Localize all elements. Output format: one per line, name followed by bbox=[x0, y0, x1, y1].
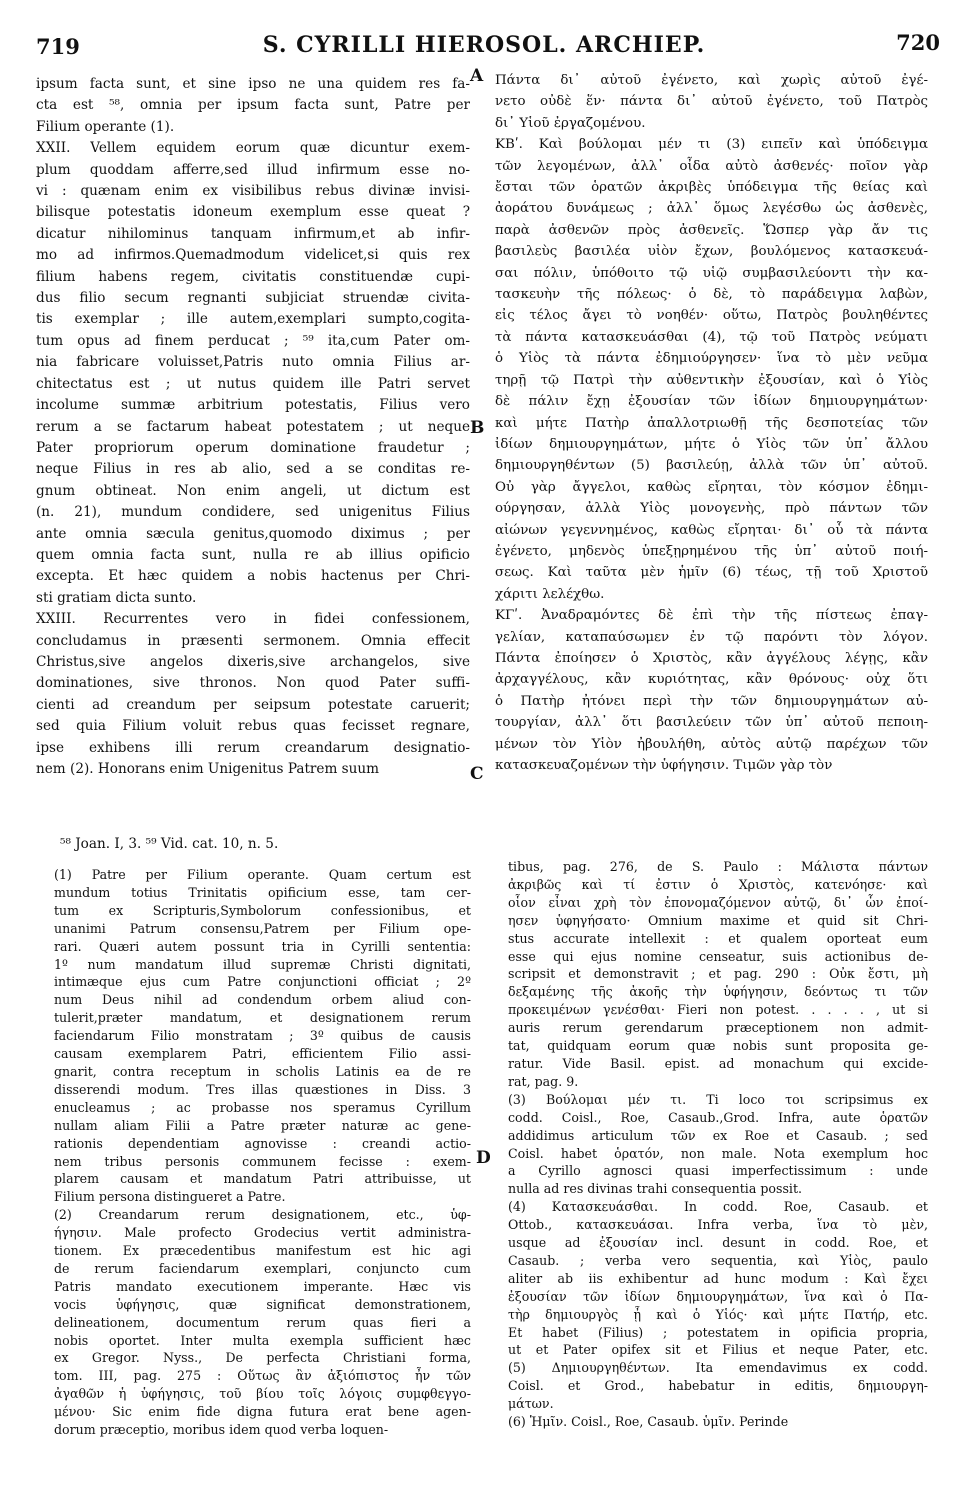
text-line: tum ex Scripturis,Symbolorum confessionibus, et bbox=[54, 902, 471, 918]
page-number-left: 719 bbox=[36, 34, 80, 59]
text-line: gnarit, contra receptum in scholis Latinis ea de re bbox=[54, 1063, 471, 1079]
text-line: intimæque ejus cum Patre conjunctioni officiat ; 2º bbox=[54, 974, 471, 990]
text-line: νετο οὐδὲ ἕν· πάντα δι᾽ αὐτοῦ ἐγένετο, τοῦ Πατρὸς bbox=[495, 94, 928, 110]
text-line: tulerit,præter mandatum, et designationem rerum bbox=[54, 1010, 471, 1026]
text-line: vocis ὑφήγησις, quæ significat demonstrationem, bbox=[54, 1296, 471, 1312]
margin-letter-c: C bbox=[470, 764, 484, 784]
text-line: codd. Coisl., Roe, Casaub.,Grod. Infra, aute ὁρατῶν bbox=[508, 1109, 928, 1125]
text-line: βασιλεὺς βασιλέα υἱὸν ἔχων, βουλόμενος κατασκευά- bbox=[495, 244, 928, 260]
text-line: nem tribus personis communem fecisse : exem- bbox=[54, 1153, 471, 1169]
text-line: plum quoddam afferre,sed illud infirmum esse no- bbox=[36, 161, 470, 178]
text-line: μένου· Sic enim fide digna futura erat bene agen- bbox=[54, 1404, 471, 1420]
text-line: ratur. Vide Basil. epist. ad monachum qui excide- bbox=[508, 1055, 928, 1071]
text-line: tom. III, pag. 275 : Οὕτως ἂν ἀξιόπιστος ἦν τῶν bbox=[54, 1368, 471, 1384]
text-line: mundum totius Trinitatis opificium esse, tam cer- bbox=[54, 884, 471, 900]
text-line: quem omnia facta sunt, nulla re ab illius opificio bbox=[36, 546, 470, 563]
text-line: cienti ad creandum per seipsum potestate caruerit; bbox=[36, 696, 470, 713]
text-line: num Deus nihil ad condendum orbem aliud con- bbox=[54, 992, 471, 1008]
text-line: μένων τὸν Υἱὸν ἠβουλήθη, αὐτὸς αὐτῷ παρέχων τῶν bbox=[495, 736, 928, 752]
text-line: stus accurate intellexit : et qualem oporteat eum bbox=[508, 930, 928, 946]
text-line: Et habet (Filius) ; potestatem in opificia propria, bbox=[508, 1324, 928, 1340]
text-line: addidimus articulum τῶν ex Roe et Casaub. ; sed bbox=[508, 1127, 928, 1143]
text-line: bilisque potestatis idoneum exemplum esse queat ? bbox=[36, 204, 470, 221]
text-line: tis exemplar ; ille autem,exemplari sumpto,cogita- bbox=[36, 311, 470, 328]
text-line: tibus, pag. 276, de S. Paulo : Μάλιστα πάντων bbox=[508, 859, 928, 874]
text-line: (5) Δημιουργηθέντων. Ita emendavimus ex codd. bbox=[508, 1360, 928, 1376]
text-line: dominationes, sive thronos. Non quod Pater suffi- bbox=[36, 675, 470, 692]
text-line: ἰδίων δημιουργημάτων, μήτε ὁ Υἱὸς τῶν ὑπ᾽ ἄλλου bbox=[495, 436, 928, 452]
text-line: (2) Creandarum rerum designationem, etc., ὑφ- bbox=[54, 1207, 471, 1223]
text-line: aliter ab iis exhibentur ad hunc modum : Καὶ ἔχει bbox=[508, 1270, 928, 1286]
text-line: ήγησιν. Male profecto Grodecius vertit administra- bbox=[54, 1225, 471, 1241]
notes-left-column bbox=[54, 866, 471, 1439]
text-line: excepta. Et hæc quidem a nobis hactenus per Chri- bbox=[36, 568, 470, 585]
text-line: Coisl. habet ὁρατόν, non male. Nota exemplum hoc bbox=[508, 1145, 928, 1161]
text-line: tum opus ad finem perducat ; ⁵⁹ ita,cum Pater om- bbox=[36, 332, 470, 349]
text-line: Patris mandato executionem imperante. Hæc vis bbox=[54, 1278, 471, 1294]
text-line: αἰώνων γεγεννημένος, καθὼς εἴρηται· δι᾽ οὗ τὰ πάντα bbox=[495, 522, 928, 538]
greek-column bbox=[495, 70, 928, 776]
text-line: (1) Patre per Filium operante. Quam certum est bbox=[54, 867, 471, 882]
text-line: XXIII. Recurrentes vero in fidei confessionem, bbox=[36, 611, 470, 628]
text-line: (n. 21), mundum condidere, sed unigenitus Filius bbox=[36, 504, 470, 521]
page-number-right: 720 bbox=[896, 30, 940, 55]
text-line: Pater propriorum operum dominatione fraudetur ; bbox=[36, 439, 470, 456]
text-line: παρὰ ἀσθενῶν πρὸς ἀσθενεῖς. Ὥσπερ γὰρ ἄν τις bbox=[495, 222, 928, 238]
text-line: Οὐ γὰρ ἄγγελοι, καθὼς εἴρηται, τὸν κόσμον ἐδημι- bbox=[495, 479, 928, 495]
text-line: neque Filius in res ab alio, sed a se conditas re- bbox=[36, 461, 470, 478]
text-line: ἀοράτου δυνάμεως ; ἀλλ᾽ ὅμως λεγέσθω ὡς ἀσθενὲς, bbox=[495, 201, 928, 217]
text-line: χάριτι λελέχθω. bbox=[495, 586, 605, 602]
text-line: ipsum facta sunt, et sine ipso ne una quidem res fa- bbox=[36, 76, 470, 92]
text-line: Casaub. ; verba vero sequentia, καὶ Υἱὸς, paulo bbox=[508, 1252, 928, 1268]
text-line: sed quia Filium voluit rebus quas fecisset regnare, bbox=[36, 718, 470, 735]
text-line: δι᾽ Υἱοῦ ἐργαζομένου. bbox=[495, 115, 646, 131]
text-line: σαι πόλιν, ὑπόθοιτο τῷ υἱῷ συμβασιλεύοντι τὴν κα- bbox=[495, 265, 928, 281]
text-line: ἐγένετο, μηδενὸς ὑπεξῃρημένου τῆς ὑπ᾽ αὐτοῦ ποιή- bbox=[495, 543, 928, 559]
text-line: τουργίαν, ἀλλ᾽ ὅτι βασιλεύειν τῶν ὑπ᾽ αὐτοῦ πεποιη- bbox=[495, 715, 928, 731]
text-line: rari. Quæri autem possunt tria in Cyrilli sententia: bbox=[54, 938, 471, 954]
text-line: nia fabricare voluisset,Patris nuto omnia Filius ar- bbox=[36, 354, 470, 371]
text-line: de rerum faciendarum exemplari, conjuncto cum bbox=[54, 1260, 471, 1276]
text-line: dicatur nihilominus tanquam infirmum,et ab infir- bbox=[36, 225, 470, 242]
text-line: ante omnia sæcula genitus,quomodo diximus ; per bbox=[36, 525, 470, 542]
text-line: Πάντα δι᾽ αὐτοῦ ἐγένετο, καὶ χωρὶς αὐτοῦ ἐγέ- bbox=[495, 73, 928, 88]
text-line: sti gratiam dicta sunto. bbox=[36, 589, 197, 606]
text-line: incolume summæ arbitrium potestatis, Filius vero bbox=[36, 397, 470, 414]
text-line: Filium operante (1). bbox=[36, 118, 175, 135]
notes-right-column bbox=[508, 858, 928, 1431]
text-line: ὁ Πατὴρ ἠτόνει περὶ τὴν τῶν δημιουργημάτων αὐ- bbox=[495, 693, 928, 709]
text-line: ἐξουσίαν τῶν ἰδίων δημιουργημάτων, ἵνα καὶ ὁ Πα- bbox=[508, 1288, 928, 1304]
text-line: Filium persona distingueret a Patre. bbox=[54, 1189, 286, 1205]
text-line: rerum a se factarum habeat potestatem ; ut neque bbox=[36, 418, 470, 435]
text-line: τὰ πάντα κατασκευάσθαι (4), τῷ τοῦ Πατρὸς νεύματι bbox=[495, 329, 928, 345]
text-line: οἷον εἶναι χρὴ τὸν ἐπονομαζόμενον αὐτῷ, δι᾽ ὧν ἐποί- bbox=[508, 894, 928, 910]
text-line: esse qui ejus nomine censeatur, suis actionibus de- bbox=[508, 948, 928, 964]
text-line: τὴρ δημιουργὸς ᾖ καὶ ὁ Υἱός· καὶ μήτε Πατήρ, etc. bbox=[508, 1306, 928, 1322]
text-line: σεως. Καὶ ταῦτα μὲν ἡμῖν (6) τέως, τῇ τοῦ Χριστοῦ bbox=[495, 565, 928, 581]
text-line: unanimi Patrum consensu,Patrem per Filium ope- bbox=[54, 920, 471, 936]
margin-letter-b: B bbox=[470, 418, 485, 438]
text-line: nem (2). Honorans enim Unigenitus Patrem suum bbox=[36, 761, 380, 777]
text-line: (4) Κατασκευάσθαι. In codd. Roe, Casaub. et bbox=[508, 1199, 928, 1215]
text-line: nulla ad res divinas trahi consequentia possit. bbox=[508, 1181, 803, 1197]
text-line: vi : quænam enim ex visibilibus rebus divinæ invisi- bbox=[36, 183, 470, 200]
text-line: faciendarum Filio monstratam ; 3º quibus de causis bbox=[54, 1028, 471, 1044]
text-line: XXII. Vellem equidem eorum quæ dicuntur exem- bbox=[36, 140, 470, 157]
text-line: Christus,sive angelos dixeris,sive archangelos, sive bbox=[36, 653, 470, 670]
scripture-references: ⁵⁸ Joan. I, 3. ⁵⁹ Vid. cat. 10, n. 5. bbox=[60, 836, 279, 852]
text-line: cta est ⁵⁸, omnia per ipsum facta sunt, Patre per bbox=[36, 97, 470, 114]
text-line: ἀρχαγγέλους, κἂν κυριότητας, κἂν θρόνους· οὐχ ὅτι bbox=[495, 672, 928, 688]
text-line: scripsit et demonstravit ; et pag. 290 : Οὐκ ἔστι, μὴ bbox=[508, 966, 928, 982]
text-line: concludamus in præsenti sermonem. Omnia effecit bbox=[36, 632, 470, 649]
latin-column bbox=[36, 74, 470, 780]
running-title: S. CYRILLI HIEROSOL. ARCHIEP. bbox=[262, 32, 706, 58]
text-line: mo ad infirmos.Quemadmodum videlicet,si quis rex bbox=[36, 247, 470, 264]
margin-letter-a: A bbox=[470, 66, 484, 86]
text-line: chitectatus est ; ut nutus quidem ille Patri servet bbox=[36, 375, 470, 392]
text-line: 1º num mandatum illud supremæ Christi dignitati, bbox=[54, 956, 471, 972]
text-line: Πάντα ἐποίησεν ὁ Χριστὸς, κἂν ἀγγέλους λέγῃς, κἂν bbox=[495, 650, 928, 666]
text-line: εἰς τέλος ἄγει τὸ νοηθέν· οὕτω, Πατρὸς βουληθέντες bbox=[495, 308, 928, 324]
text-line: δεξαμένης τῆς ἀκοῆς τὴν ὑφήγησιν, δεόντως τι τῶν bbox=[508, 984, 928, 1000]
text-line: ex Gregor. Nyss., De perfecta Christiani forma, bbox=[54, 1350, 471, 1366]
text-line: Ottob., κατασκευάσαι. Infra verba, ἵνα τὸ μὲν, bbox=[508, 1217, 928, 1233]
text-line: dorum præceptio, moribus idem quod verba loquen- bbox=[54, 1422, 389, 1438]
text-line: τηρῇ τῷ Πατρὶ τὴν αὐθεντικὴν ἐξουσίαν, καὶ ὁ Υἱὸς bbox=[495, 372, 928, 388]
text-line: (3) Βούλομαι μέν τι. Ti loco τοι scripsimus ex bbox=[508, 1091, 928, 1107]
text-line: delineationem, documentum rerum quas fieri a bbox=[54, 1314, 471, 1330]
text-line: δὲ πάλιν ἔχῃ ἐξουσίαν τῶν ἰδίων δημιουργημάτων· bbox=[495, 394, 928, 410]
text-line: δημιουργηθέντων (5) βασιλεύῃ, ἀλλὰ τῶν ὑπ᾽ αὐτοῦ. bbox=[495, 458, 928, 474]
text-line: rationis dependentiam agnovisse : creandi actio- bbox=[54, 1135, 471, 1151]
text-line: causam exemplarem Patri, efficientem Filio assi- bbox=[54, 1046, 471, 1062]
text-line: disserendi modum. Tres illas quæstiones in Diss. 3 bbox=[54, 1081, 471, 1097]
text-line: nobis oportet. Inter multa exempla sufficient hæc bbox=[54, 1332, 471, 1348]
text-line: ΚΒʹ. Καὶ βούλομαι μέν τι (3) ειπεῖν καὶ ὑπόδειγμα bbox=[495, 137, 928, 153]
text-line: tat, quidquam eorum quæ nobis sunt proposita ge- bbox=[508, 1038, 928, 1054]
text-line: rat, pag. 9. bbox=[508, 1073, 579, 1089]
text-line: ησεν ὑφηγήσατο· Omnium maxime et quid sit Chri- bbox=[508, 912, 928, 928]
text-line: Coisl. et Grod., habebatur in editis, δημιουργη- bbox=[508, 1378, 928, 1394]
text-line: ἀγαθῶν ἡ ὑφήγησις, τοῦ βίου τοῖς λόγοις συμφθεγγο- bbox=[54, 1386, 471, 1402]
text-line: ὁ Υἱὸς τὰ πάντα ἐδημιούργησεν· ἵνα τὸ μὲν νεῦμα bbox=[495, 351, 928, 367]
text-line: ΚΓʹ. Ἀναδραμόντες δὲ ἐπὶ τὴν τῆς πίστεως ἐπαγ- bbox=[495, 608, 928, 624]
text-line: κατασκευαζομένων τὴν ὑφήγησιν. Τιμῶν γὰρ τὸν bbox=[495, 758, 833, 773]
text-line: filium habens regem, civitatis constituendæ cupi- bbox=[36, 268, 470, 285]
text-line: dus filio secum regnanti subjiciat struendæ civita- bbox=[36, 290, 470, 307]
text-line: tionem. Ex præcedentibus manifestum est hic agi bbox=[54, 1243, 471, 1259]
text-line: usque ad ἐξουσίαν incl. desunt in codd. Roe, et bbox=[508, 1235, 928, 1251]
text-line: γελίαν, καταπαύσωμεν ἐν τῷ παρόντι τὸν λόγον. bbox=[495, 629, 928, 645]
text-line: a Cyrillo agnosci quasi imperfectissimum : unde bbox=[508, 1163, 928, 1179]
text-line: καὶ μήτε Πατὴρ ἀπαλλοτριωθῇ τῆς δεσποτείας τῶν bbox=[495, 415, 928, 431]
text-line: plarem causam et mandatum Patri attribuisse, ut bbox=[54, 1171, 471, 1187]
text-line: μάτων. bbox=[508, 1396, 554, 1412]
text-line: ut et Pater opifex sit et Filius et neque Pater, etc. bbox=[508, 1342, 928, 1358]
text-line: ἔσται τῶν ὁρατῶν ἀκριβὲς ὑπόδειγμα τῆς θείας καὶ bbox=[495, 180, 928, 196]
text-line: (6) Ἡμῖν. Coisl., Roe, Casaub. ὑμῖν. Perinde bbox=[508, 1414, 789, 1430]
text-line: τῶν λεγομένων, ἀλλ᾽ οἶδα αὐτὸ ἀσθενές· ποῖον γὰρ bbox=[495, 158, 928, 174]
text-line: ἀκριβῶς καὶ τί ἐστιν ὁ Χριστὸς, κατενόησε· καὶ bbox=[508, 876, 928, 892]
text-line: ipse exhibens illi rerum creandarum designatio- bbox=[36, 739, 470, 756]
margin-letter-d: D bbox=[476, 1148, 491, 1168]
text-line: nullam aliam Filii a Patre præter naturæ ac gene- bbox=[54, 1117, 471, 1133]
text-line: enucleamus ; ac probasse nos speramus Cyrillum bbox=[54, 1099, 471, 1115]
running-header bbox=[28, 6, 940, 59]
text-line: προκειμένων γενέσθαι· Fieri non potest. . . . . , ut si bbox=[508, 1002, 928, 1018]
text-line: auris rerum gerendarum præceptionem non admit- bbox=[508, 1020, 928, 1036]
text-line: ούργησαν, ἀλλὰ Υἱὸς μονογενὴς, πρὸ πάντων τῶν bbox=[495, 501, 928, 517]
text-line: τασκευὴν τῆς πόλεως· ὁ δὲ, τὸ παράδειγμα λαβὼν, bbox=[495, 287, 928, 303]
text-line: gnum obtineat. Non enim angeli, ut dictum est bbox=[36, 482, 470, 499]
